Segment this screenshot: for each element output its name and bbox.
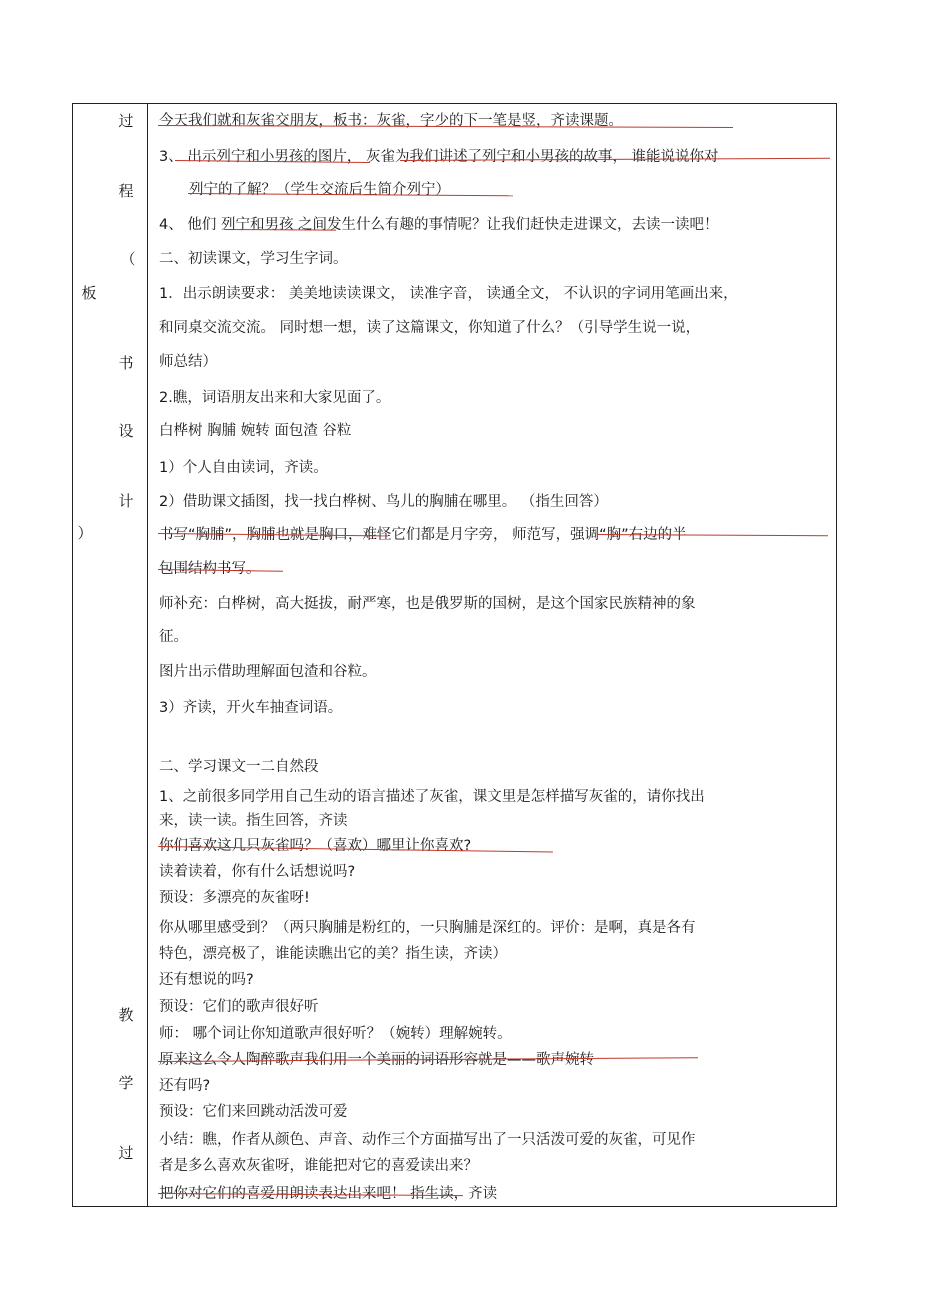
- side-label-char: 书: [118, 354, 134, 372]
- side-label-char: 计: [118, 492, 134, 510]
- content-line: 预设：它们的歌声很好听: [159, 999, 319, 1015]
- content-line: 1）个人自由读词，齐读。: [159, 460, 328, 476]
- content-line: 3、 出示列宁和小男孩的图片， 灰雀为我们讲述了列宁和小男孩的故事， 谁能说说你对: [159, 149, 719, 165]
- content-line: 还有吗?: [159, 1078, 211, 1094]
- content-line: 师总结）: [159, 354, 217, 370]
- content-line: 特色，漂亮极了，谁能读瞧出它的美？指生读，齐读）: [159, 946, 507, 962]
- content-line: 小结：瞧，作者从颜色、声音、动作三个方面描写出了一只活泼可爱的灰雀，可见作: [159, 1132, 696, 1148]
- side-label-char: （: [120, 250, 136, 268]
- column-divider: [147, 104, 148, 1206]
- content-line: 来，读一读。指生回答，齐读: [159, 813, 348, 829]
- lesson-plan-table: [72, 103, 837, 1207]
- content-line: 原来这么令人陶醉歌声我们用一个美丽的词语形容就是——歌声婉转: [159, 1052, 594, 1068]
- content-line: 二、初读课文，学习生字词。: [159, 251, 348, 267]
- content-line: 今天我们就和灰雀交朋友，板书：灰雀，字少的下一笔是竖，齐读课题。: [159, 113, 623, 129]
- content-line: 读着读着，你有什么话想说吗?: [159, 864, 356, 880]
- content-line: 4、 他们 列宁和男孩 之间发生什么有趣的事情呢？让我们赶快走进课文，去读一读吧！: [159, 217, 719, 233]
- side-label-char: 设: [118, 422, 134, 440]
- content-line: 还有想说的吗?: [159, 972, 254, 988]
- side-label-char: 过: [118, 1144, 134, 1162]
- side-label-char: 教: [118, 1006, 134, 1024]
- content-line: 二、学习课文一二自然段: [159, 759, 319, 775]
- content-line: 者是多么喜欢灰雀呀，谁能把对它的喜爱读出来？: [159, 1158, 478, 1174]
- content-line: 列宁的了解？（学生交流后生简介列宁）: [189, 182, 450, 198]
- content-line: 2.瞧，词语朋友出来和大家见面了。: [159, 390, 391, 406]
- content-line: 和同桌交流交流。 同时想一想，读了这篇课文，你知道了什么？（引导学生说一说，: [159, 320, 701, 336]
- content-line: 征。: [159, 629, 188, 645]
- content-line: 你从哪里感受到？（两只胸脯是粉红的，一只胸脯是深红的。评价：是啊，真是各有: [159, 920, 696, 936]
- side-label-char: 程: [118, 182, 134, 200]
- content-line: 2）借助课文插图，找一找白桦树、鸟儿的胸脯在哪里。 （指生回答）: [159, 494, 608, 510]
- content-line: 师： 哪个词让你知道歌声很好听？（婉转）理解婉转。: [159, 1026, 512, 1042]
- content-line: 书写“胸脯”，胸脯也就是胸口，难怪它们都是月字旁， 师范写，强调“胸”右边的半: [159, 527, 687, 543]
- content-line: 预设：多漂亮的灰雀呀!: [159, 890, 310, 906]
- content-line: 3）齐读，开火车抽查词语。: [159, 700, 343, 716]
- content-line: 把你对它们的喜爱用朗读表达出来吧！ 指生读，齐读: [159, 1186, 498, 1202]
- content-line: 你们喜欢这几只灰雀吗？（喜欢）哪里让你喜欢?: [159, 838, 472, 854]
- content-line: 图片出示借助理解面包渣和谷粒。: [159, 664, 377, 680]
- content-line: 包围结构书写。: [159, 561, 261, 577]
- content-line: 白桦树 胸脯 婉转 面包渣 谷粒: [159, 423, 352, 439]
- content-line: 1．出示朗读要求： 美美地读读课文， 读准字音， 读通全文， 不认识的字词用笔画出来，: [159, 286, 738, 302]
- side-label-char: 过: [118, 112, 134, 130]
- side-label-char: 学: [118, 1074, 134, 1092]
- side-label-char: ）: [77, 524, 93, 542]
- content-line: 1、之前很多同学用自己生动的语言描述了灰雀，课文里是怎样描写灰雀的，请你找出: [159, 789, 705, 805]
- content-line: 师补充：白桦树，高大挺拔，耐严寒，也是俄罗斯的国树，是这个国家民族精神的象: [159, 596, 696, 612]
- side-label-char: 板: [81, 284, 97, 302]
- content-line: 预设：它们来回跳动活泼可爱: [159, 1104, 348, 1120]
